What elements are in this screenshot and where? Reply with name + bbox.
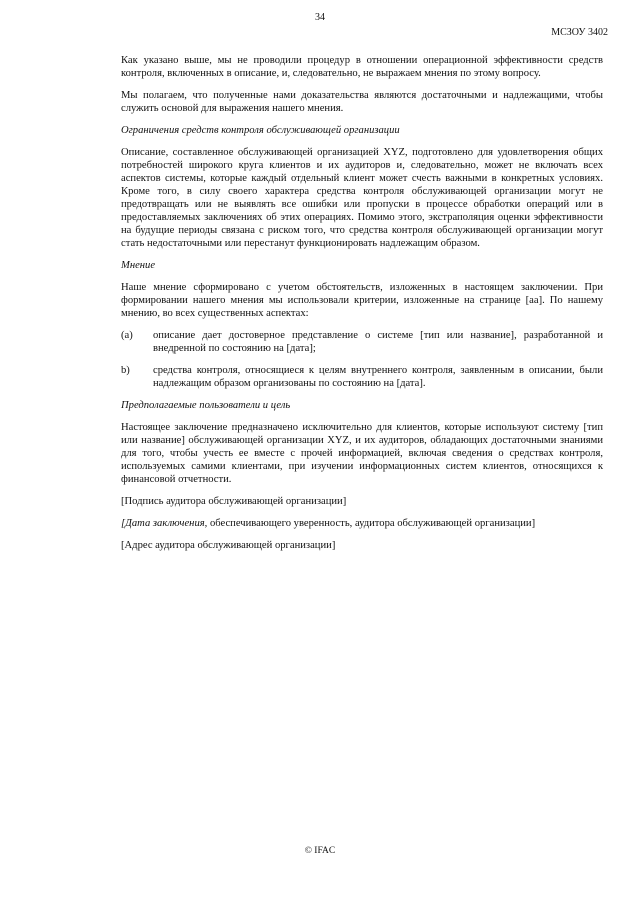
list-marker-b: b): [121, 365, 130, 376]
report-date-italic: [Дата заключения,: [121, 518, 208, 529]
paragraph-evidence: Мы полагаем, что полученные нами доказательства являются достаточными и надлежащими, чтобы служить основой для выражения нашего мнения.: [121, 90, 603, 114]
heading-limitations: Ограничения средств контроля обслуживающей организации: [121, 125, 400, 136]
list-text-b: средства контроля, относящиеся к целям внутреннего контроля, заявленным в описании, были надлежащим образом организованы по состоянию на [дата].: [153, 365, 603, 389]
paragraph-limitations: Описание, составленное обслуживающей организацией XYZ, подготовлено для удовлетворения общих потребностей широкого круга клиентов и их аудиторов и, следовательно, может не включать всех аспектов системы, которые каждый отдельный клиент может счесть важными в конкретных условиях. Кроме того, в силу своего характера средства контроля обслуживающей организации могут не предотвращать или не выявлять все ошибки или пропуски в процессе обработки операций или в предоставляемых заключениях об этих операциях. Помимо этого, экстраполяция оценки эффективности на будущие периоды связана с риском того, что средства контроля обслуживающей организации могут стать недостаточными или перестанут функционировать надлежащим образом.: [121, 147, 603, 249]
paragraph-opinion: Наше мнение сформировано с учетом обстоятельств, изложенных в настоящем заключении. При формировании нашего мнения мы использовали критерии, изложенные на странице [аа]. По нашему мнению, во всех существенных аспектах:: [121, 282, 603, 319]
list-item-b: [121, 364, 603, 390]
copyright-footer: © IFAC: [304, 846, 336, 856]
list-item-a: [121, 329, 603, 355]
report-date-rest: обеспечивающего уверенность, аудитора обслуживающей организации]: [207, 518, 536, 529]
signature-line: [Подпись аудитора обслуживающей организации]: [121, 496, 347, 507]
heading-opinion: Мнение: [121, 260, 156, 271]
document-body: [121, 54, 603, 561]
page-number: 34: [315, 12, 325, 23]
paragraph-intended-users: Настоящее заключение предназначено исключительно для клиентов, которые используют систему [тип или название] обслуживающей организации XYZ, и их аудиторов, обладающих достаточными знаниями для того, чтобы учесть ее вместе с прочей информацией, включая сведения о средствах контроля, используемых самими клиентами, при изучении информационных систем клиентов, относящихся к финансовой отчетности.: [121, 422, 603, 485]
report-date-line: [121, 517, 603, 530]
heading-intended-users: Предполагаемые пользователи и цель: [121, 400, 291, 411]
list-text-a: описание дает достоверное представление о системе [тип или название], разработанной и внедренной по состоянию на [дата];: [153, 330, 603, 354]
document-reference: МСЗОУ 3402: [551, 27, 608, 38]
list-marker-a: (a): [121, 330, 133, 341]
auditor-address-line: [Адрес аудитора обслуживающей организации]: [121, 540, 336, 551]
paragraph-operating-effectiveness: Как указано выше, мы не проводили процедур в отношении операционной эффективности средств контроля, включенных в описание, и, следовательно, не выражаем мнения по этому вопросу.: [121, 55, 603, 79]
